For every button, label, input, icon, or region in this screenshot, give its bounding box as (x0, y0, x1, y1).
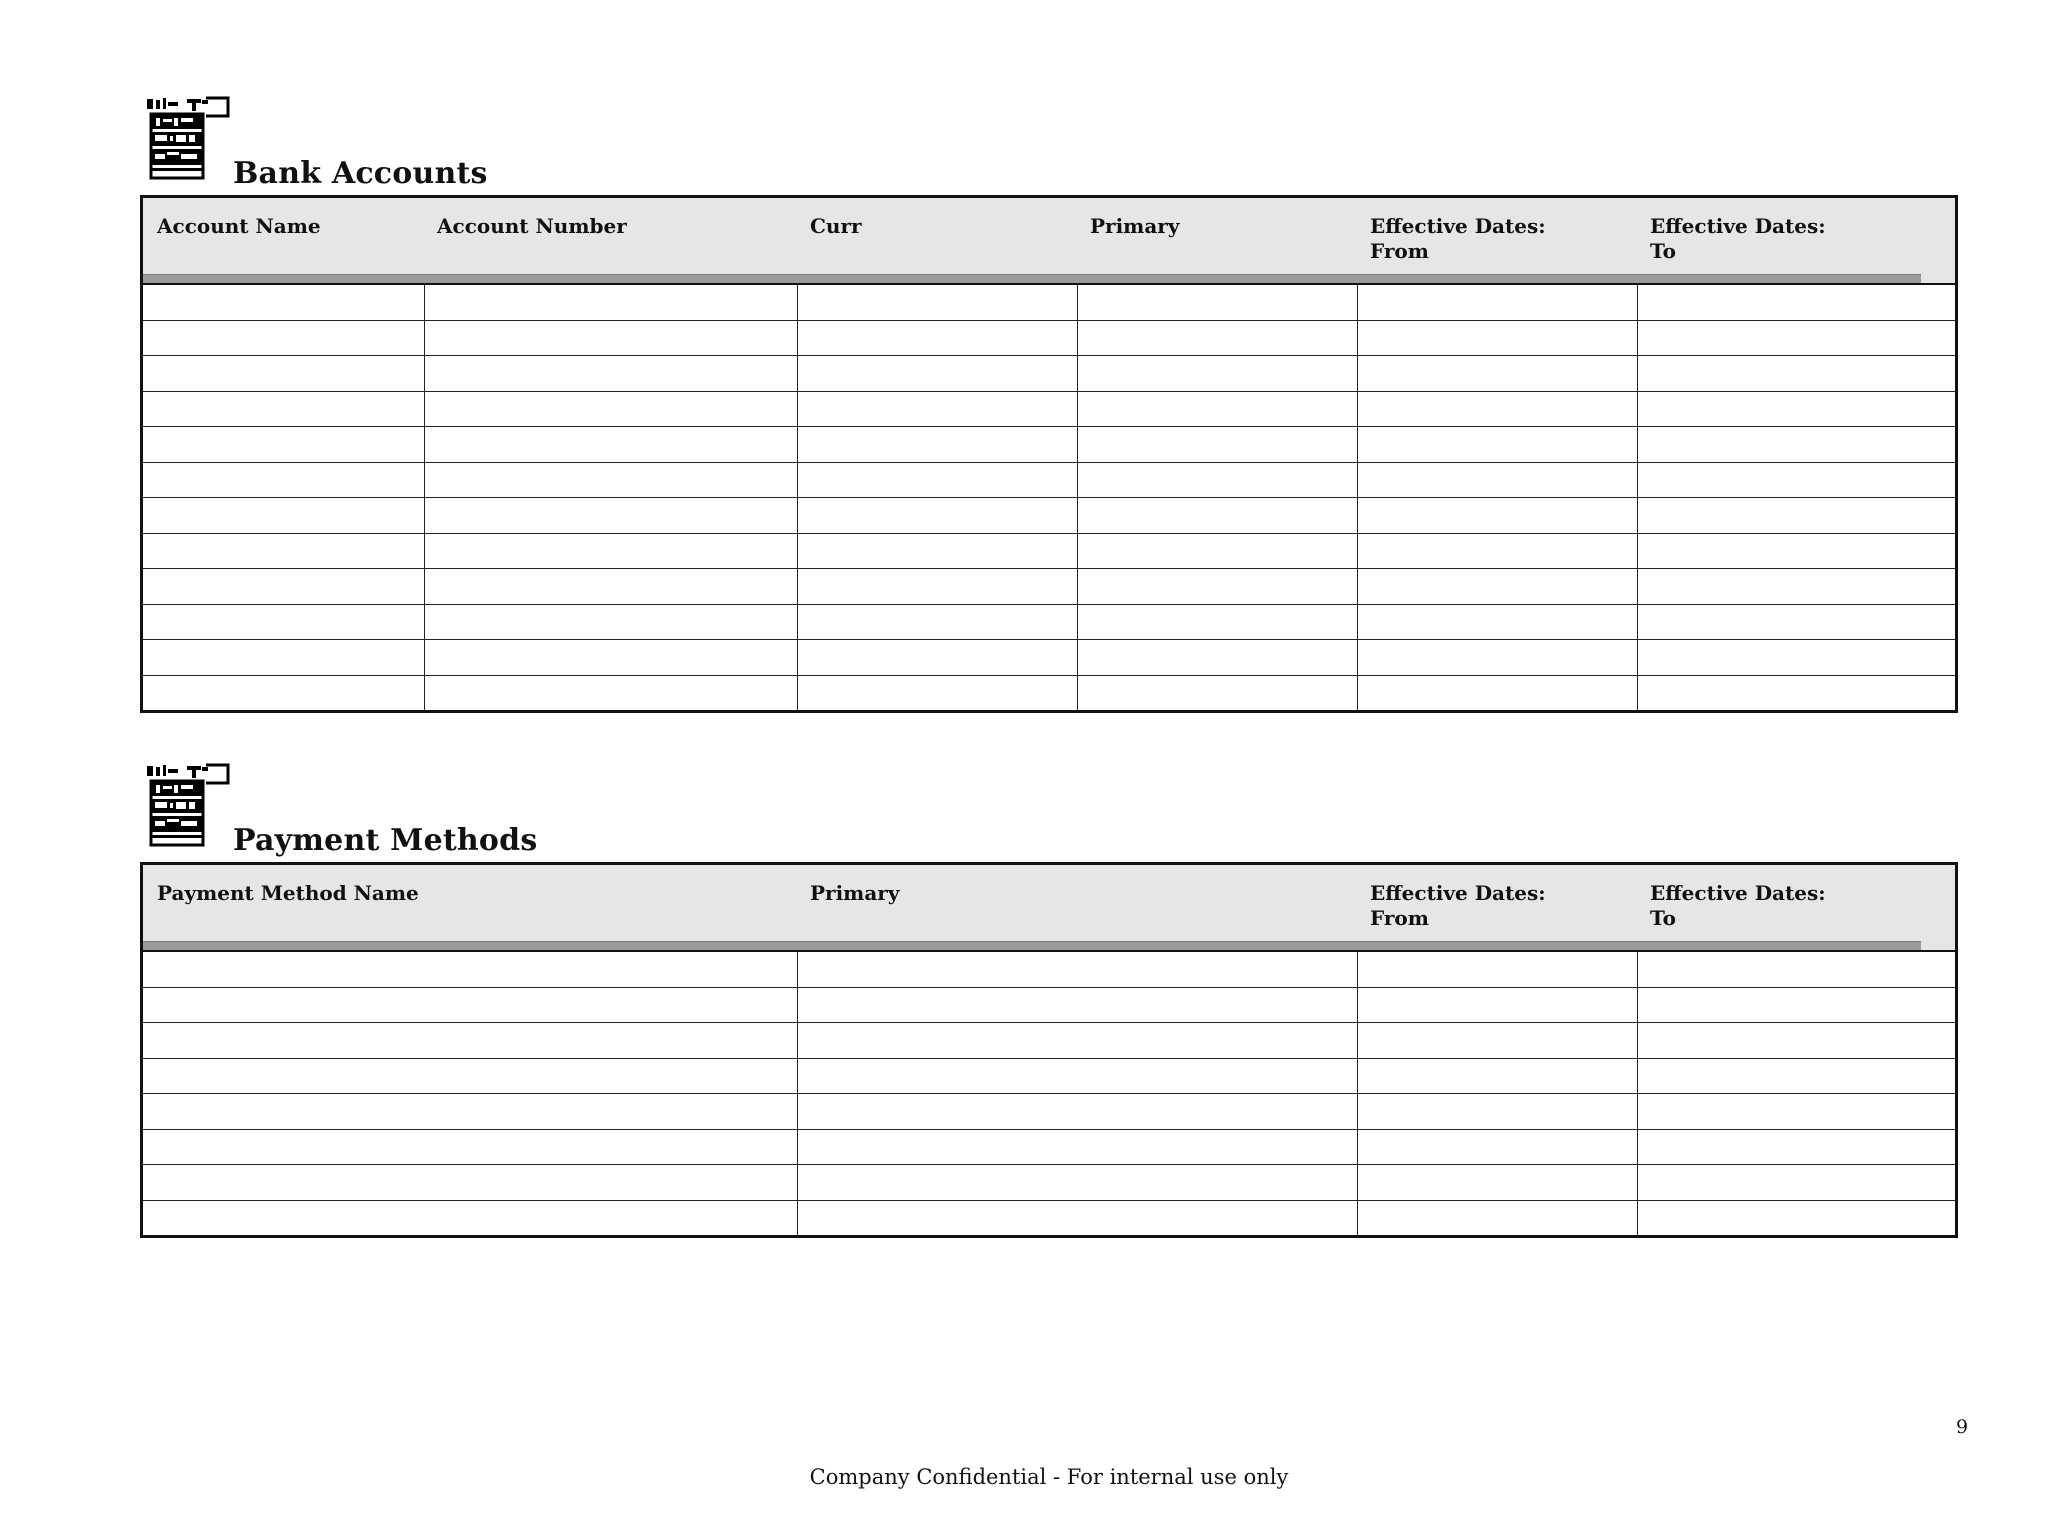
entry-cell-account-name[interactable] (143, 569, 424, 604)
entry-cell-primary[interactable] (1077, 427, 1358, 462)
payment-methods-table (140, 862, 1958, 1238)
payment-methods-title: Payment Methods (233, 823, 538, 858)
column-header-effective-to: Effective Dates: To (1650, 881, 1826, 930)
entry-cell-account-number[interactable] (424, 498, 798, 533)
entry-cell-effective-from[interactable] (1357, 392, 1638, 427)
entry-cell-effective-to[interactable] (1637, 605, 1955, 640)
entry-cell-curr[interactable] (797, 640, 1078, 675)
table-row (143, 1023, 1955, 1059)
entry-cell-payment-method-name[interactable] (143, 1094, 797, 1129)
entry-cell-payment-method-name[interactable] (143, 1130, 797, 1165)
entry-cell-curr[interactable] (797, 498, 1078, 533)
entry-cell-effective-from[interactable] (1357, 463, 1638, 498)
entry-cell-primary[interactable] (1077, 569, 1358, 604)
entry-cell-effective-from[interactable] (1357, 676, 1638, 711)
table-row (143, 285, 1955, 321)
table-row (143, 356, 1955, 392)
entry-cell-account-name[interactable] (143, 640, 424, 675)
header-divider (143, 941, 1921, 950)
column-header-account-number: Account Number (437, 214, 627, 238)
entry-cell-account-number[interactable] (424, 640, 798, 675)
entry-cell-primary[interactable] (1077, 498, 1358, 533)
entry-cell-effective-to[interactable] (1637, 569, 1955, 604)
entry-cell-effective-from[interactable] (1357, 1023, 1638, 1058)
entry-cell-primary[interactable] (797, 1059, 1358, 1094)
entry-cell-effective-from[interactable] (1357, 498, 1638, 533)
entry-cell-curr[interactable] (797, 392, 1078, 427)
entry-cell-curr[interactable] (797, 569, 1078, 604)
entry-cell-primary[interactable] (797, 1023, 1358, 1058)
entry-cell-effective-from[interactable] (1357, 1201, 1638, 1236)
entry-cell-payment-method-name[interactable] (143, 988, 797, 1023)
entry-cell-effective-to[interactable] (1637, 392, 1955, 427)
table-row (143, 1094, 1955, 1130)
entry-cell-primary[interactable] (797, 1201, 1358, 1236)
entry-cell-primary[interactable] (1077, 356, 1358, 391)
column-header-effective-from: Effective Dates: From (1370, 214, 1546, 263)
entry-cell-payment-method-name[interactable] (143, 952, 797, 987)
entry-cell-primary[interactable] (1077, 392, 1358, 427)
bank-accounts-table (140, 195, 1958, 713)
entry-cell-payment-method-name[interactable] (143, 1201, 797, 1236)
entry-cell-primary[interactable] (1077, 285, 1358, 320)
entry-cell-primary[interactable] (1077, 676, 1358, 711)
table-row (143, 640, 1955, 676)
entry-cell-effective-to[interactable] (1637, 1059, 1955, 1094)
table-row (143, 321, 1955, 357)
entry-cell-payment-method-name[interactable] (143, 1165, 797, 1200)
entry-cell-curr[interactable] (797, 676, 1078, 711)
entry-cell-primary[interactable] (797, 1165, 1358, 1200)
table-row (143, 498, 1955, 534)
entry-cell-effective-to[interactable] (1637, 676, 1955, 711)
table-header (143, 865, 1955, 950)
entry-cell-effective-to[interactable] (1637, 427, 1955, 462)
table-row (143, 605, 1955, 641)
entry-cell-account-name[interactable] (143, 605, 424, 640)
form-grid-icon (144, 96, 232, 180)
table-row (143, 1059, 1955, 1095)
entry-cell-curr[interactable] (797, 605, 1078, 640)
table-row (143, 988, 1955, 1024)
entry-cell-account-number[interactable] (424, 569, 798, 604)
table-row (143, 463, 1955, 499)
entry-cell-account-number[interactable] (424, 427, 798, 462)
entry-cell-primary[interactable] (797, 1130, 1358, 1165)
entry-cell-effective-to[interactable] (1637, 1165, 1955, 1200)
entry-cell-primary[interactable] (797, 988, 1358, 1023)
table-row (143, 676, 1955, 711)
entry-cell-effective-from[interactable] (1357, 605, 1638, 640)
table-row (143, 569, 1955, 605)
column-header-account-name: Account Name (157, 214, 321, 238)
entry-cell-curr[interactable] (797, 427, 1078, 462)
table-row (143, 952, 1955, 988)
column-header-effective-to: Effective Dates: To (1650, 214, 1826, 263)
entry-cell-effective-from[interactable] (1357, 569, 1638, 604)
entry-cell-account-number[interactable] (424, 356, 798, 391)
entry-cell-effective-from[interactable] (1357, 988, 1638, 1023)
column-header-primary: Primary (1090, 214, 1180, 238)
column-header-curr: Curr (810, 214, 862, 238)
entry-cell-curr[interactable] (797, 321, 1078, 356)
confidentiality-footer: Company Confidential - For internal use only (809, 1465, 1289, 1489)
column-header-payment-method-name: Payment Method Name (157, 881, 419, 905)
table-body (143, 950, 1955, 1235)
entry-cell-account-name[interactable] (143, 392, 424, 427)
entry-cell-curr[interactable] (797, 356, 1078, 391)
entry-cell-curr[interactable] (797, 285, 1078, 320)
entry-cell-effective-to[interactable] (1637, 356, 1955, 391)
entry-cell-effective-to[interactable] (1637, 285, 1955, 320)
table-row (143, 534, 1955, 570)
entry-cell-effective-from[interactable] (1357, 1094, 1638, 1129)
entry-cell-account-name[interactable] (143, 498, 424, 533)
entry-cell-account-number[interactable] (424, 392, 798, 427)
entry-cell-effective-from[interactable] (1357, 640, 1638, 675)
entry-cell-account-number[interactable] (424, 321, 798, 356)
entry-cell-effective-to[interactable] (1637, 952, 1955, 987)
entry-cell-account-number[interactable] (424, 463, 798, 498)
entry-cell-curr[interactable] (797, 534, 1078, 569)
entry-cell-account-name[interactable] (143, 534, 424, 569)
entry-cell-primary[interactable] (1077, 463, 1358, 498)
table-row (143, 1201, 1955, 1236)
page-number: 9 (1956, 1416, 1969, 1438)
entry-cell-effective-to[interactable] (1637, 988, 1955, 1023)
entry-cell-effective-from[interactable] (1357, 427, 1638, 462)
entry-cell-effective-to[interactable] (1637, 1023, 1955, 1058)
entry-cell-payment-method-name[interactable] (143, 1023, 797, 1058)
entry-cell-primary[interactable] (797, 1094, 1358, 1129)
entry-cell-primary[interactable] (797, 952, 1358, 987)
table-row (143, 1165, 1955, 1201)
entry-cell-account-number[interactable] (424, 534, 798, 569)
entry-cell-payment-method-name[interactable] (143, 1059, 797, 1094)
entry-cell-effective-to[interactable] (1637, 534, 1955, 569)
entry-cell-account-name[interactable] (143, 321, 424, 356)
entry-cell-account-number[interactable] (424, 676, 798, 711)
entry-cell-primary[interactable] (1077, 640, 1358, 675)
entry-cell-effective-from[interactable] (1357, 1165, 1638, 1200)
entry-cell-account-name[interactable] (143, 356, 424, 391)
entry-cell-primary[interactable] (1077, 534, 1358, 569)
entry-cell-account-number[interactable] (424, 605, 798, 640)
column-header-effective-from: Effective Dates: From (1370, 881, 1546, 930)
entry-cell-account-name[interactable] (143, 676, 424, 711)
entry-cell-effective-from[interactable] (1357, 1130, 1638, 1165)
entry-cell-effective-to[interactable] (1637, 463, 1955, 498)
entry-cell-effective-to[interactable] (1637, 640, 1955, 675)
entry-cell-effective-to[interactable] (1637, 1094, 1955, 1129)
table-body (143, 283, 1955, 710)
entry-cell-effective-to[interactable] (1637, 321, 1955, 356)
entry-cell-account-number[interactable] (424, 285, 798, 320)
bank-accounts-title: Bank Accounts (233, 156, 488, 191)
entry-cell-primary[interactable] (1077, 321, 1358, 356)
entry-cell-effective-from[interactable] (1357, 534, 1638, 569)
entry-cell-effective-to[interactable] (1637, 1130, 1955, 1165)
table-header (143, 198, 1955, 283)
entry-cell-effective-from[interactable] (1357, 1059, 1638, 1094)
table-row (143, 392, 1955, 428)
table-row (143, 1130, 1955, 1166)
entry-cell-curr[interactable] (797, 463, 1078, 498)
entry-cell-effective-to[interactable] (1637, 498, 1955, 533)
entry-cell-effective-from[interactable] (1357, 285, 1638, 320)
entry-cell-account-name[interactable] (143, 427, 424, 462)
form-grid-icon (144, 763, 232, 847)
entry-cell-effective-from[interactable] (1357, 321, 1638, 356)
entry-cell-primary[interactable] (1077, 605, 1358, 640)
table-row (143, 427, 1955, 463)
entry-cell-effective-from[interactable] (1357, 952, 1638, 987)
header-divider (143, 274, 1921, 283)
entry-cell-effective-from[interactable] (1357, 356, 1638, 391)
entry-cell-effective-to[interactable] (1637, 1201, 1955, 1236)
column-header-primary: Primary (810, 881, 900, 905)
entry-cell-account-name[interactable] (143, 463, 424, 498)
entry-cell-account-name[interactable] (143, 285, 424, 320)
